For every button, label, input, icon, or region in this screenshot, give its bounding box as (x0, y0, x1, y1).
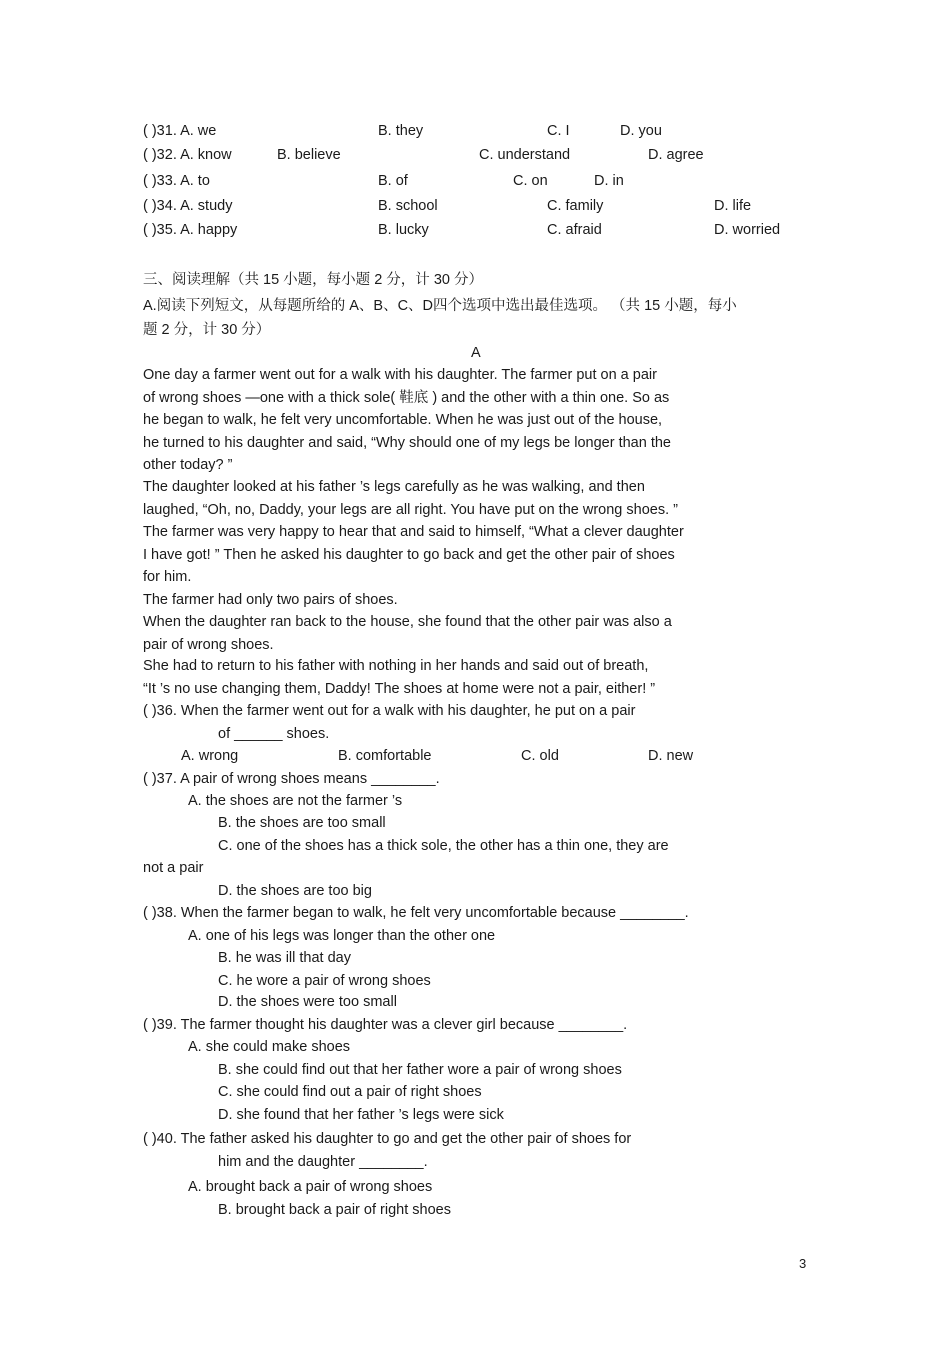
question-33-option-b: B. of (378, 173, 408, 189)
question-36-stem-cont: of ______ shoes. (218, 726, 330, 742)
question-37-option-c: C. one of the shoes has a thick sole, the other has a thin one, they are (218, 838, 669, 854)
question-39-option-d: D. she found that her father ’s legs were sick (218, 1107, 504, 1123)
question-40-option-b: B. brought back a pair of right shoes (218, 1202, 451, 1218)
question-37-option-b: B. the shoes are too small (218, 815, 386, 831)
passage-line: he began to walk, he felt very uncomfortable. When he was just out of the house, (143, 412, 663, 428)
question-34-option-b: B. school (378, 198, 438, 214)
question-37-option-d: D. the shoes are too big (218, 883, 372, 899)
question-34-option-d: D. life (714, 198, 752, 214)
question-32-option-d: D. agree (648, 147, 704, 163)
section-instructions: A.阅读下列短文，从每题所给的 A、B、C、D四个选项中选出最佳选项。 （共 15 小题，每小 (143, 298, 737, 314)
passage-line: other today? ” (143, 457, 233, 473)
passage-line: One day a farmer went out for a walk with his daughter. The farmer put on a pair (143, 367, 657, 383)
question-31-stem: ( )31. A. we (143, 123, 217, 139)
page-number: 3 (799, 1256, 807, 1271)
passage-line: She had to return to his father with nothing in her hands and said out of breath, (143, 658, 649, 674)
passage-label: A (471, 345, 481, 361)
passage-line: pair of wrong shoes. (143, 637, 274, 653)
question-31-option-d: D. you (620, 123, 662, 139)
question-35-option-d: D. worried (714, 222, 781, 238)
question-38-option-d: D. the shoes were too small (218, 994, 397, 1010)
section-instructions-cont: 题 2 分，计 30 分） (143, 322, 271, 338)
question-40-stem: ( )40. The father asked his daughter to go and get the other pair of shoes for (143, 1131, 632, 1147)
passage-line: The farmer had only two pairs of shoes. (143, 592, 398, 608)
passage-line: “It ’s no use changing them, Daddy! The shoes at home were not a pair, either! ” (143, 681, 656, 697)
question-33-option-d: D. in (594, 173, 624, 189)
section-heading: 三、阅读理解（共 15 小题，每小题 2 分，计 30 分） (143, 272, 483, 288)
question-38-option-a: A. one of his legs was longer than the other one (188, 928, 496, 944)
question-32-option-b: B. believe (277, 147, 341, 163)
question-39-stem: ( )39. The farmer thought his daughter was a clever girl because ________. (143, 1017, 628, 1033)
question-33-stem: ( )33. A. to (143, 173, 210, 189)
question-39-option-b: B. she could find out that her father wore a pair of wrong shoes (218, 1062, 622, 1078)
question-32-option-c: C. understand (479, 147, 571, 163)
question-35-option-c: C. afraid (547, 222, 602, 238)
passage-line: I have got! ” Then he asked his daughter to go back and get the other pair of shoes (143, 547, 675, 563)
question-40-option-a: A. brought back a pair of wrong shoes (188, 1179, 433, 1195)
question-36-option-d: D. new (648, 748, 694, 764)
passage-line: laughed, “Oh, no, Daddy, your legs are all right. You have put on the wrong shoes. ” (143, 502, 678, 518)
question-37-option-c-cont: not a pair (143, 860, 204, 876)
question-36-option-b: B. comfortable (338, 748, 432, 764)
question-37-stem: ( )37. A pair of wrong shoes means ________. (143, 771, 440, 787)
question-37-option-a: A. the shoes are not the farmer ’s (188, 793, 403, 809)
question-38-stem: ( )38. When the farmer began to walk, he felt very uncomfortable because ________. (143, 905, 689, 921)
passage-line: The daughter looked at his father ’s legs carefully as he was walking, and then (143, 479, 645, 495)
question-36-stem: ( )36. When the farmer went out for a walk with his daughter, he put on a pair (143, 703, 636, 719)
question-32-stem: ( )32. A. know (143, 147, 232, 163)
question-36-option-a: A. wrong (181, 748, 239, 764)
passage-line: The farmer was very happy to hear that and said to himself, “What a clever daughter (143, 524, 684, 540)
question-34-option-c: C. family (547, 198, 604, 214)
question-38-option-b: B. he was ill that day (218, 950, 351, 966)
question-38-option-c: C. he wore a pair of wrong shoes (218, 973, 431, 989)
passage-line: he turned to his daughter and said, “Why should one of my legs be longer than the (143, 435, 671, 451)
question-35-option-b: B. lucky (378, 222, 429, 238)
passage-line: When the daughter ran back to the house, she found that the other pair was also a (143, 614, 672, 630)
question-39-option-c: C. she could find out a pair of right shoes (218, 1084, 482, 1100)
question-33-option-c: C. on (513, 173, 548, 189)
question-31-option-b: B. they (378, 123, 424, 139)
passage-line: for him. (143, 569, 192, 585)
question-35-stem: ( )35. A. happy (143, 222, 238, 238)
passage-line: of wrong shoes —one with a thick sole( 鞋底 ) and the other with a thin one. So as (143, 390, 670, 406)
question-39-option-a: A. she could make shoes (188, 1039, 351, 1055)
question-40-stem-cont: him and the daughter ________. (218, 1154, 428, 1170)
question-31-option-c: C. I (547, 123, 570, 139)
question-36-option-c: C. old (521, 748, 559, 764)
question-34-stem: ( )34. A. study (143, 198, 233, 214)
